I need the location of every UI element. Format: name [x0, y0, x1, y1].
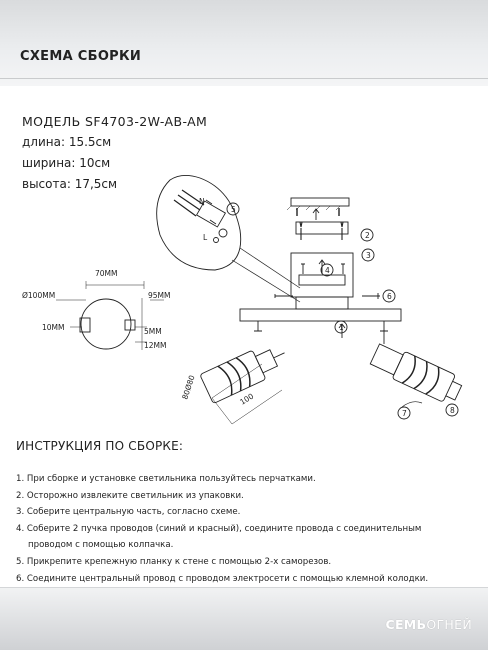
callout-6: 6 [387, 292, 392, 301]
dim-100: 100 [238, 391, 256, 407]
instructions-title: ИНСТРУКЦИЯ ПО СБОРКЕ: [16, 439, 184, 453]
assembly-diagram [0, 160, 488, 430]
brand-light: ОГНЕЙ [426, 617, 472, 632]
marker-l: L [203, 233, 208, 242]
dim-12: 12MM [144, 341, 167, 350]
callout-8: 8 [450, 406, 455, 415]
instructions-list [16, 471, 476, 587]
instruction-item: 1. При сборке и установке светильника пользуйтесь перчатками. [16, 474, 316, 484]
instruction-item: 4. Соберите 2 пучка проводов (синий и красный), соедините провода с соединительным [16, 523, 422, 534]
dim-95: 95MM [148, 291, 171, 300]
callout-1: 1 [339, 323, 344, 332]
callout-4: 4 [325, 266, 330, 275]
instruction-item: 6. Соедините центральный провод с проводом электросети с помощью клемной колодки. [16, 573, 429, 584]
footer-divider [0, 587, 488, 588]
instruction-item: 5. Прикрепите крепежную планку к стене с помощью 2-х саморезов. [16, 556, 332, 567]
callout-7: 7 [402, 409, 407, 418]
brand-logo [385, 617, 472, 632]
spec-width: ширина: 10см [22, 156, 111, 170]
main-bar [240, 297, 401, 338]
instruction-continuation: проводом с помощью колпачка. [28, 540, 174, 551]
brand-bold: СЕМЬ [385, 617, 427, 632]
dim-diam100: Ø100MM [22, 291, 56, 300]
dim-5: 5MM [144, 327, 162, 336]
header-band [0, 0, 488, 86]
callout-5: 5 [231, 205, 236, 214]
instruction-item: 2. Осторожно извлеките светильник из упаковки. [16, 490, 244, 501]
dim-70: 70MM [95, 269, 118, 278]
wiring-detail-bubble [157, 175, 300, 302]
mounting-plate-top [287, 198, 349, 240]
spec-length: длина: 15.5см [22, 135, 112, 149]
page-title: СХЕМА СБОРКИ [20, 49, 142, 64]
instruction-item: 3. Соберите центральную часть, согласно схеме. [16, 507, 241, 518]
header-divider [0, 78, 488, 79]
model-name: МОДЕЛЬ SF4703-2W-AB-AM [22, 114, 208, 129]
dim-80: 80Ø80 [180, 374, 197, 401]
dim-10: 10MM [42, 323, 65, 332]
right-spotlight [369, 340, 465, 406]
marker-n: N [199, 197, 205, 206]
callout-3: 3 [366, 251, 371, 260]
spec-height: высота: 17,5см [22, 177, 118, 191]
instruction-item-continued [16, 537, 476, 554]
callout-2: 2 [365, 231, 370, 240]
